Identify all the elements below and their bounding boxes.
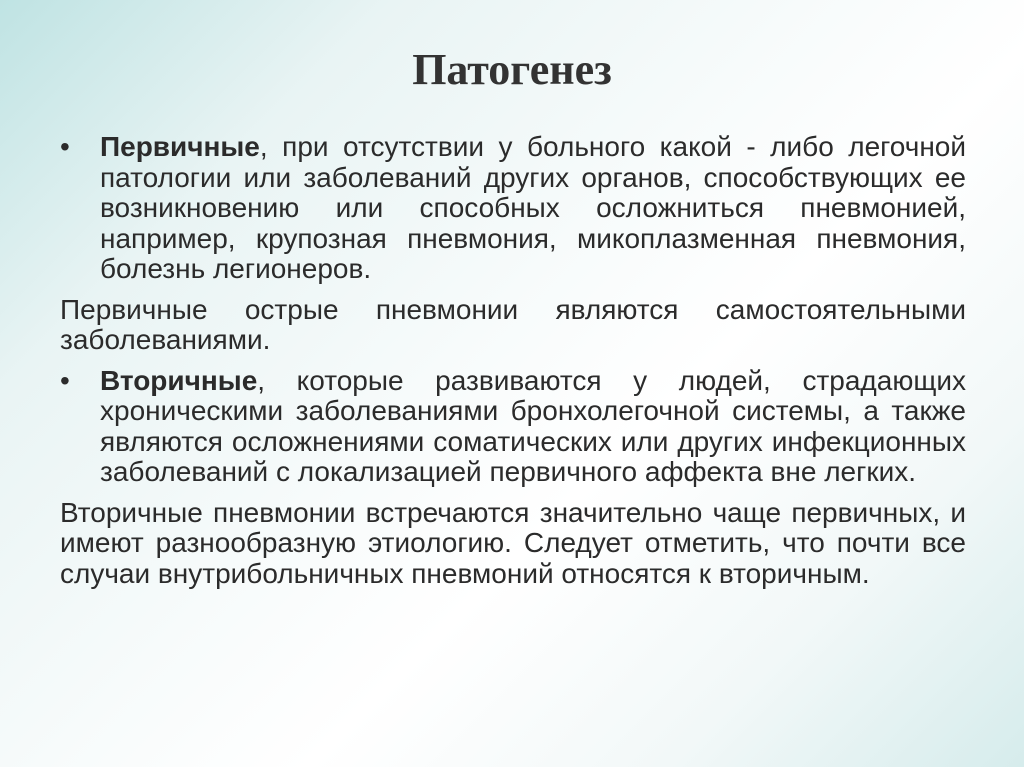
bullet-item-primary (60, 132, 966, 285)
slide-title: Патогенез (412, 45, 612, 94)
bullet-point: • (60, 364, 70, 396)
paragraph-secondary-summary: Вторичные пневмонии встречаются значительно чаще первичных, и имеют разнообразную этиологию. Следует отметить, что почти все случаи внутрибольничных пневмоний относятся к вторичным. (60, 496, 966, 589)
slide-content (60, 132, 966, 599)
term-primary: Первичные (100, 131, 260, 162)
paragraph-primary-summary: Первичные острые пневмонии являются самостоятельными заболеваниями. (60, 293, 966, 355)
bullet-point: • (60, 131, 70, 162)
term-secondary: Вторичные (100, 364, 258, 396)
bullet-item-secondary (60, 366, 966, 488)
primary-description: , при отсутствии у больного какой - либо легочной патологии или заболеваний других органов, способствующих ее возникновению или способных осложниться пневмонией, например, крупозная пневмония, микоплазменная пневмония, болезнь легионеров. (100, 131, 966, 284)
secondary-description: , которые развиваются у людей, страдающих хроническими заболеваниями бронхолегочной системы, а также являются осложнениями соматических или других инфекционных заболеваний с локализацией первичного аффекта вне легких. (100, 364, 966, 487)
